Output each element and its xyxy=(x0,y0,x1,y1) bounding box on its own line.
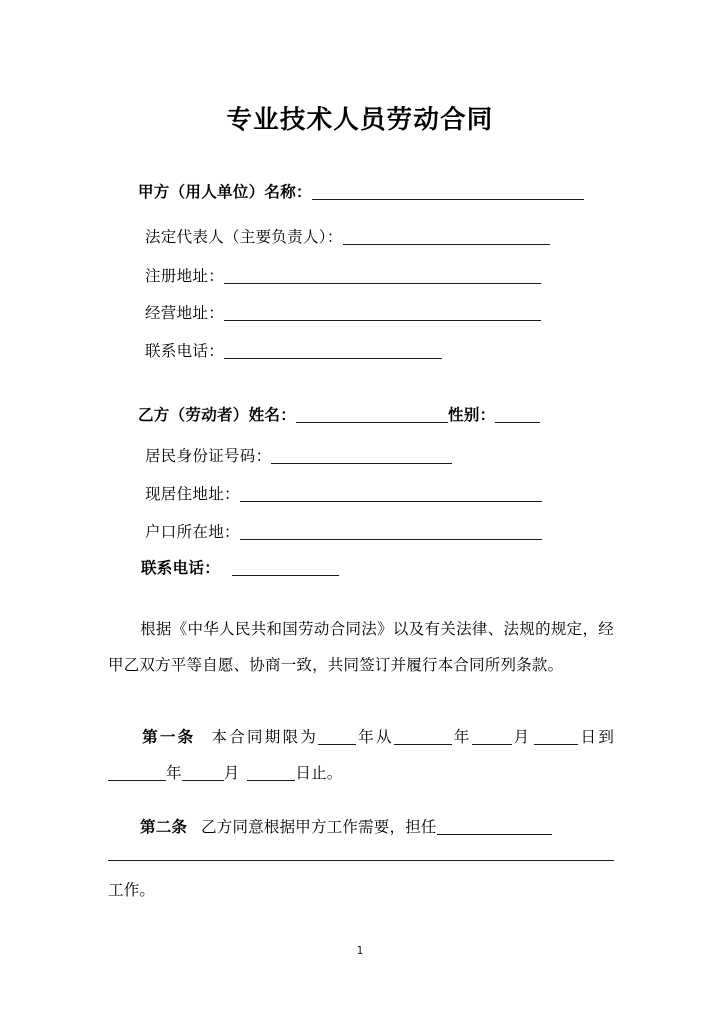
field-label-party-b-gender: 性别： xyxy=(448,406,496,424)
input-clause-one-term-years[interactable] xyxy=(318,729,356,745)
field-label-party-b-household-address: 户口所在地： xyxy=(145,523,240,541)
clause-two-text-1: 乙方同意根据甲方工作需要，担任 xyxy=(201,818,437,836)
clause-two-text-2: 工作。 xyxy=(108,881,156,899)
clause-two-paragraph xyxy=(108,809,614,845)
field-label-party-a-name: 甲方（用人单位）名称： xyxy=(138,183,312,201)
clause-one-number: 第一条 xyxy=(140,728,196,746)
input-clause-one-end-month[interactable] xyxy=(182,765,224,781)
field-party-a-business-address xyxy=(145,302,541,324)
clause-one-unit-month-end: 月 xyxy=(223,764,240,782)
clause-one-paragraph xyxy=(108,719,614,791)
field-party-b-household-address xyxy=(145,521,542,543)
field-label-party-a-phone: 联系电话： xyxy=(145,342,225,360)
input-clause-one-start-year[interactable] xyxy=(394,729,452,745)
clause-one-unit-year-start: 年 xyxy=(451,728,472,746)
clause-two-number: 第二条 xyxy=(140,818,188,836)
input-clause-two-position[interactable] xyxy=(437,819,552,835)
preamble-paragraph xyxy=(108,611,614,683)
input-party-b-phone[interactable] xyxy=(232,560,339,576)
input-clause-one-start-month[interactable] xyxy=(472,729,512,745)
input-party-b-gender[interactable] xyxy=(495,407,540,423)
field-label-party-b-id-number: 居民身份证号码： xyxy=(145,447,272,465)
input-party-a-legal-rep[interactable] xyxy=(343,229,550,245)
clause-one-unit-month-start: 月 xyxy=(511,728,532,746)
field-label-party-a-registered-address: 注册地址： xyxy=(145,267,225,285)
clause-one-text-2: 日到 xyxy=(578,728,615,746)
field-party-b-id-number xyxy=(145,445,452,467)
field-party-a-phone xyxy=(145,340,442,362)
field-party-b-phone xyxy=(141,557,339,579)
input-party-b-household-address[interactable] xyxy=(240,524,542,540)
input-party-a-phone[interactable] xyxy=(224,343,442,359)
page-title: 专业技术人员劳动合同 xyxy=(226,105,494,135)
field-label-party-a-legal-rep: 法定代表人（主要负责人）： xyxy=(145,228,343,246)
input-party-a-registered-address[interactable] xyxy=(224,268,541,284)
clause-one-unit-year-term: 年从 xyxy=(356,728,394,746)
field-party-b-current-address xyxy=(145,483,542,505)
field-party-a-name xyxy=(138,181,584,203)
field-party-a-legal-rep xyxy=(145,226,550,248)
input-party-b-name[interactable] xyxy=(296,407,448,423)
field-label-party-b-phone: 联系电话： xyxy=(141,559,221,577)
input-party-a-name[interactable] xyxy=(312,184,584,200)
input-party-a-business-address[interactable] xyxy=(224,305,541,321)
field-label-party-a-business-address: 经营地址： xyxy=(145,304,225,322)
input-party-b-current-address[interactable] xyxy=(240,486,542,502)
preamble-text: 根据《中华人民共和国劳动合同法》以及有关法律、法规的规定，经甲乙双方平等自愿、协商一致，共同签订并履行本合同所列条款。 xyxy=(108,620,614,674)
field-party-a-registered-address xyxy=(145,265,541,287)
clause-one-text-3: 日止。 xyxy=(295,764,343,782)
field-label-party-b-name: 乙方（劳动者）姓名： xyxy=(138,406,297,424)
input-party-b-id-number[interactable] xyxy=(271,448,452,464)
input-clause-one-end-year[interactable] xyxy=(108,765,166,781)
input-clause-one-end-day[interactable] xyxy=(247,765,295,781)
clause-one-unit-year-end: 年 xyxy=(166,764,182,782)
input-clause-one-start-day[interactable] xyxy=(534,729,578,745)
field-party-b-name xyxy=(138,404,540,426)
input-clause-two-position-continuation[interactable] xyxy=(108,860,614,861)
page-number: 1 xyxy=(356,944,364,957)
clause-one-text-1: 本合同期限为 xyxy=(209,728,319,746)
field-label-party-b-current-address: 现居住地址： xyxy=(145,485,240,503)
clause-two-paragraph-tail xyxy=(108,872,614,908)
